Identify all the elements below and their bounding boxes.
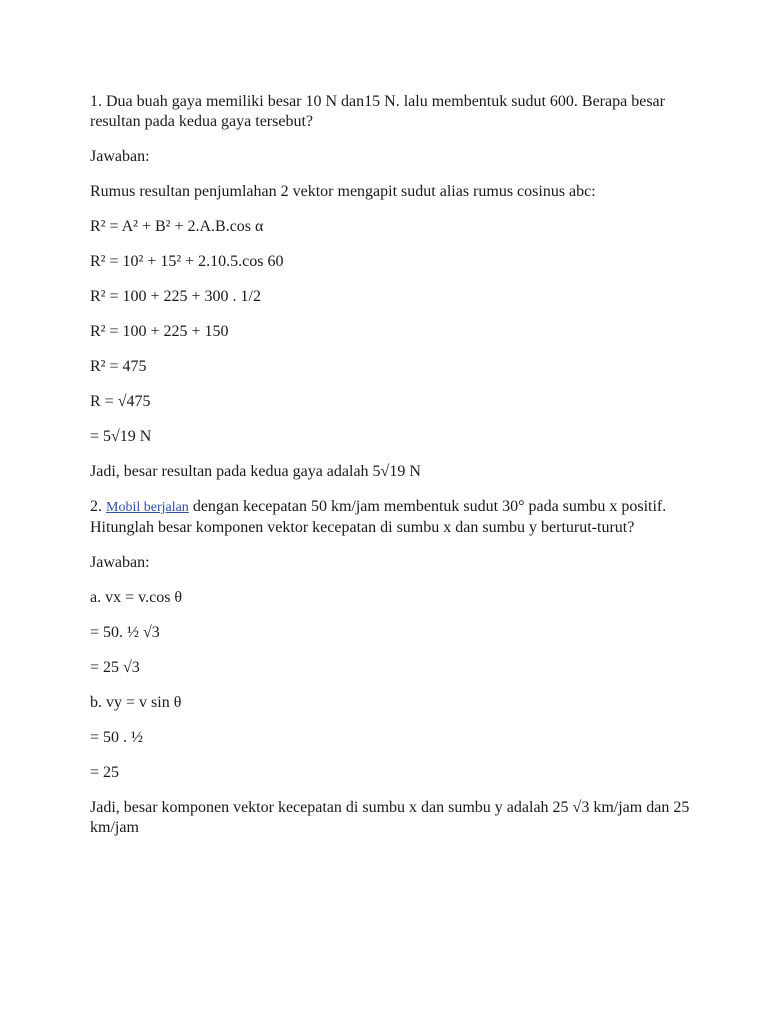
q1-step-6: R = √475 [90,393,151,410]
q1-step-5: R² = 475 [90,358,147,375]
q1-step-1: R² = A² + B² + 2.A.B.cos α [90,218,264,235]
formula-intro: Rumus resultan penjumlahan 2 vektor mengapit sudut alias rumus cosinus abc: [90,183,596,200]
q1-step-3: R² = 100 + 225 + 300 . 1/2 [90,288,261,305]
q1-conclusion: Jadi, besar resultan pada kedua gaya adalah 5√19 N [90,463,421,480]
q2-step-5: = 50 . ½ [90,729,144,746]
q2-step-3: = 25 √3 [90,659,140,676]
document-page [90,92,690,853]
q2-step-1: a. vx = v.cos θ [90,589,183,606]
answer-label-2: Jawaban: [90,554,150,571]
q2-step-2: = 50. ½ √3 [90,624,160,641]
question-2-text [90,497,690,538]
question-2-rest: dengan kecepatan 50 km/jam membentuk sudut 30° pada sumbu x positif. Hitunglah besar komponen vektor kecepatan di sumbu x dan sumbu y berturut-turut? [90,498,667,536]
question-1-text: 1. Dua buah gaya memiliki besar 10 N dan15 N. lalu membentuk sudut 600. Berapa besar resultan pada kedua gaya tersebut? [90,93,665,130]
answer-label-1: Jawaban: [90,148,150,165]
q2-conclusion: Jadi, besar komponen vektor kecepatan di sumbu x dan sumbu y adalah 25 √3 km/jam dan 25 km/jam [90,799,690,836]
mobil-berjalan-link[interactable]: Mobil berjalan [106,500,189,515]
q1-step-7: = 5√19 N [90,428,152,445]
q1-step-4: R² = 100 + 225 + 150 [90,323,229,340]
q1-step-2: R² = 10² + 15² + 2.10.5.cos 60 [90,253,284,270]
question-2-number: 2. [90,498,102,515]
q2-step-6: = 25 [90,764,120,781]
q2-step-4: b. vy = v sin θ [90,694,182,711]
